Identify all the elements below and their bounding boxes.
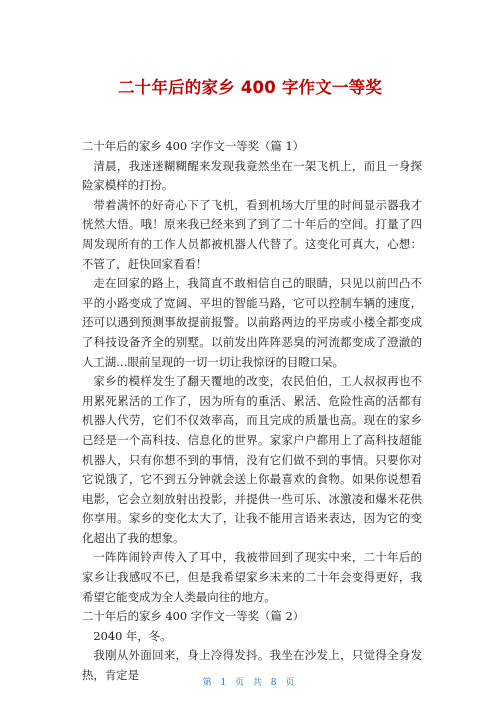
- body-paragraph: 清晨，我迷迷糊糊醒来发现我竟然坐在一架飞机上，而且一身探险家模样的打扮。: [82, 158, 422, 193]
- body-paragraph: 2040 年，冬。: [93, 628, 172, 643]
- body-paragraph: 家乡的模样发生了翻天覆地的改变，农民伯伯，工人叔叔再也不用累死累活的工作了，因为所有的重活、累活、危险性高的活都有机器人代劳，它们不仅效率高，而且完成的质量也高。现在的家乡已经是一个高科技、信息化的世界。家家户户都用上了高科技超能机器人，只有你想不到的事情，没有它们做不到的事情。只要你对它说饿了，它不到五分钟就会送上你最喜欢的食物。如果你说想看电影，它会立刻放射出投影，并提供一些可乐、冰激凌和爆米花供你享用。家乡的变化太大了，让我不能用言语来表达，因为它的变化超出了我的想象。: [82, 374, 422, 545]
- section-heading-1: 二十年后的家乡 400 字作文一等奖（篇 1）: [82, 139, 305, 153]
- section-heading-2: 二十年后的家乡 400 字作文一等奖（篇 2）: [82, 609, 305, 624]
- body-paragraph: 我刚从外面回来，身上冷得发抖。我坐在沙发上，只觉得全身发热，肯定是: [82, 648, 422, 683]
- document-title: 二十年后的家乡 400 字作文一等奖: [117, 78, 383, 97]
- body-paragraph: 一阵阵闹铃声传入了耳中，我被带回到了现实中来，二十年后的家乡让我感叹不已，但是我希望家乡未来的二十年会变得更好，我希望它能变成为全人类最向往的地方。: [82, 550, 422, 604]
- body-paragraph: 带着满怀的好奇心下了飞机，看到机场大厅里的时间显示器我才恍然大悟。哦！原来我已经来到了到了二十年后的空间。打量了四周发现所有的工作人员都被机器人代替了。这变化可真大，心想：不管了，赶快回家看看！: [82, 197, 422, 271]
- page-footer: 第 1 页 共 8 页: [202, 678, 298, 688]
- document-body: [82, 137, 422, 686]
- body-paragraph: 走在回家的路上，我简直不敢相信自己的眼睛，只见以前凹凸不平的小路变成了宽阔、平坦的智能马路，它可以控制车辆的速度，还可以遇到预测事故提前报警。以前路两边的平房或小楼全都变成了科技设备齐全的别墅。以前发出阵阵恶臭的河流都变成了澄澈的人工湖…眼前呈现的一切一切让我惊讶的目瞪口呆。: [82, 276, 422, 369]
